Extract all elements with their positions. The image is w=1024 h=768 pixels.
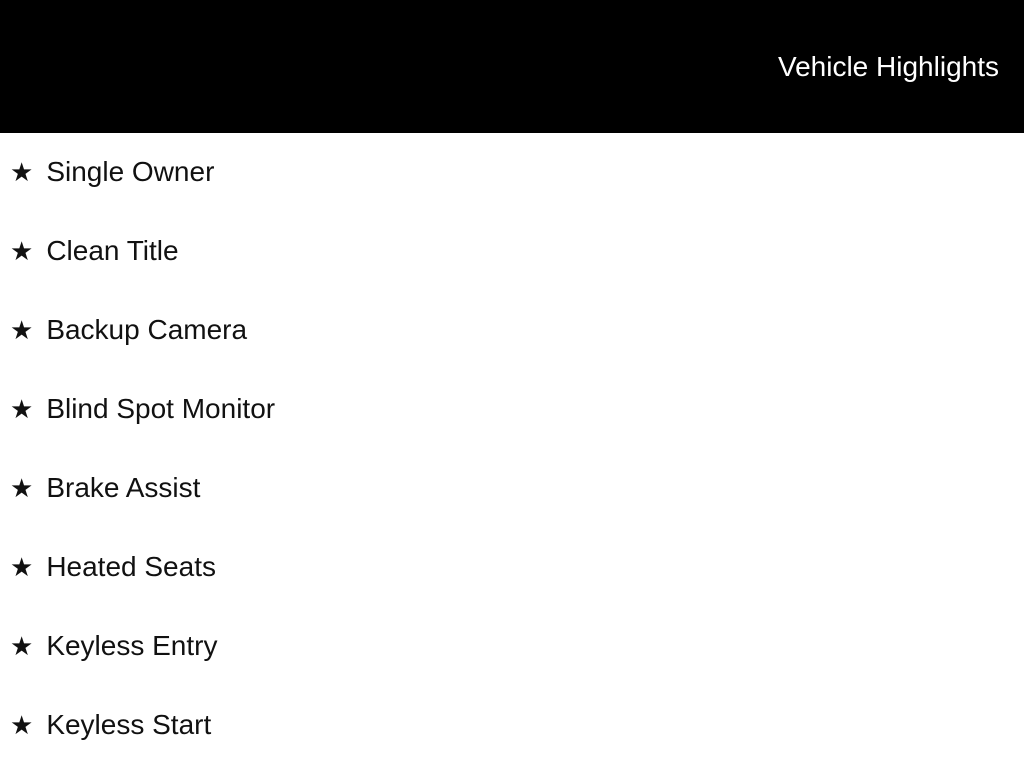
star-icon: ★ — [10, 394, 34, 424]
list-item — [10, 389, 1024, 429]
highlights-list — [0, 133, 1024, 745]
list-item-label: Brake Assist — [46, 472, 201, 503]
list-item-label: Clean Title — [46, 235, 179, 266]
list-item — [10, 152, 1024, 192]
star-icon: ★ — [10, 631, 34, 661]
list-item-label: Keyless Entry — [46, 630, 218, 661]
header-bar — [0, 0, 1024, 133]
list-item-label: Keyless Start — [46, 709, 212, 740]
list-item-label: Backup Camera — [46, 314, 248, 345]
list-item — [10, 231, 1024, 271]
list-item — [10, 468, 1024, 508]
list-item-label: Single Owner — [46, 156, 215, 187]
star-icon: ★ — [10, 315, 34, 345]
list-item — [10, 310, 1024, 350]
star-icon: ★ — [10, 157, 34, 187]
list-item — [10, 547, 1024, 587]
page-title: Vehicle Highlights — [777, 50, 999, 82]
star-icon: ★ — [10, 236, 34, 266]
list-item — [10, 705, 1024, 745]
star-icon: ★ — [10, 552, 34, 582]
star-icon: ★ — [10, 710, 34, 740]
list-item — [10, 626, 1024, 666]
list-item-label: Blind Spot Monitor — [46, 393, 276, 424]
star-icon: ★ — [10, 473, 34, 503]
list-item-label: Heated Seats — [46, 551, 216, 582]
